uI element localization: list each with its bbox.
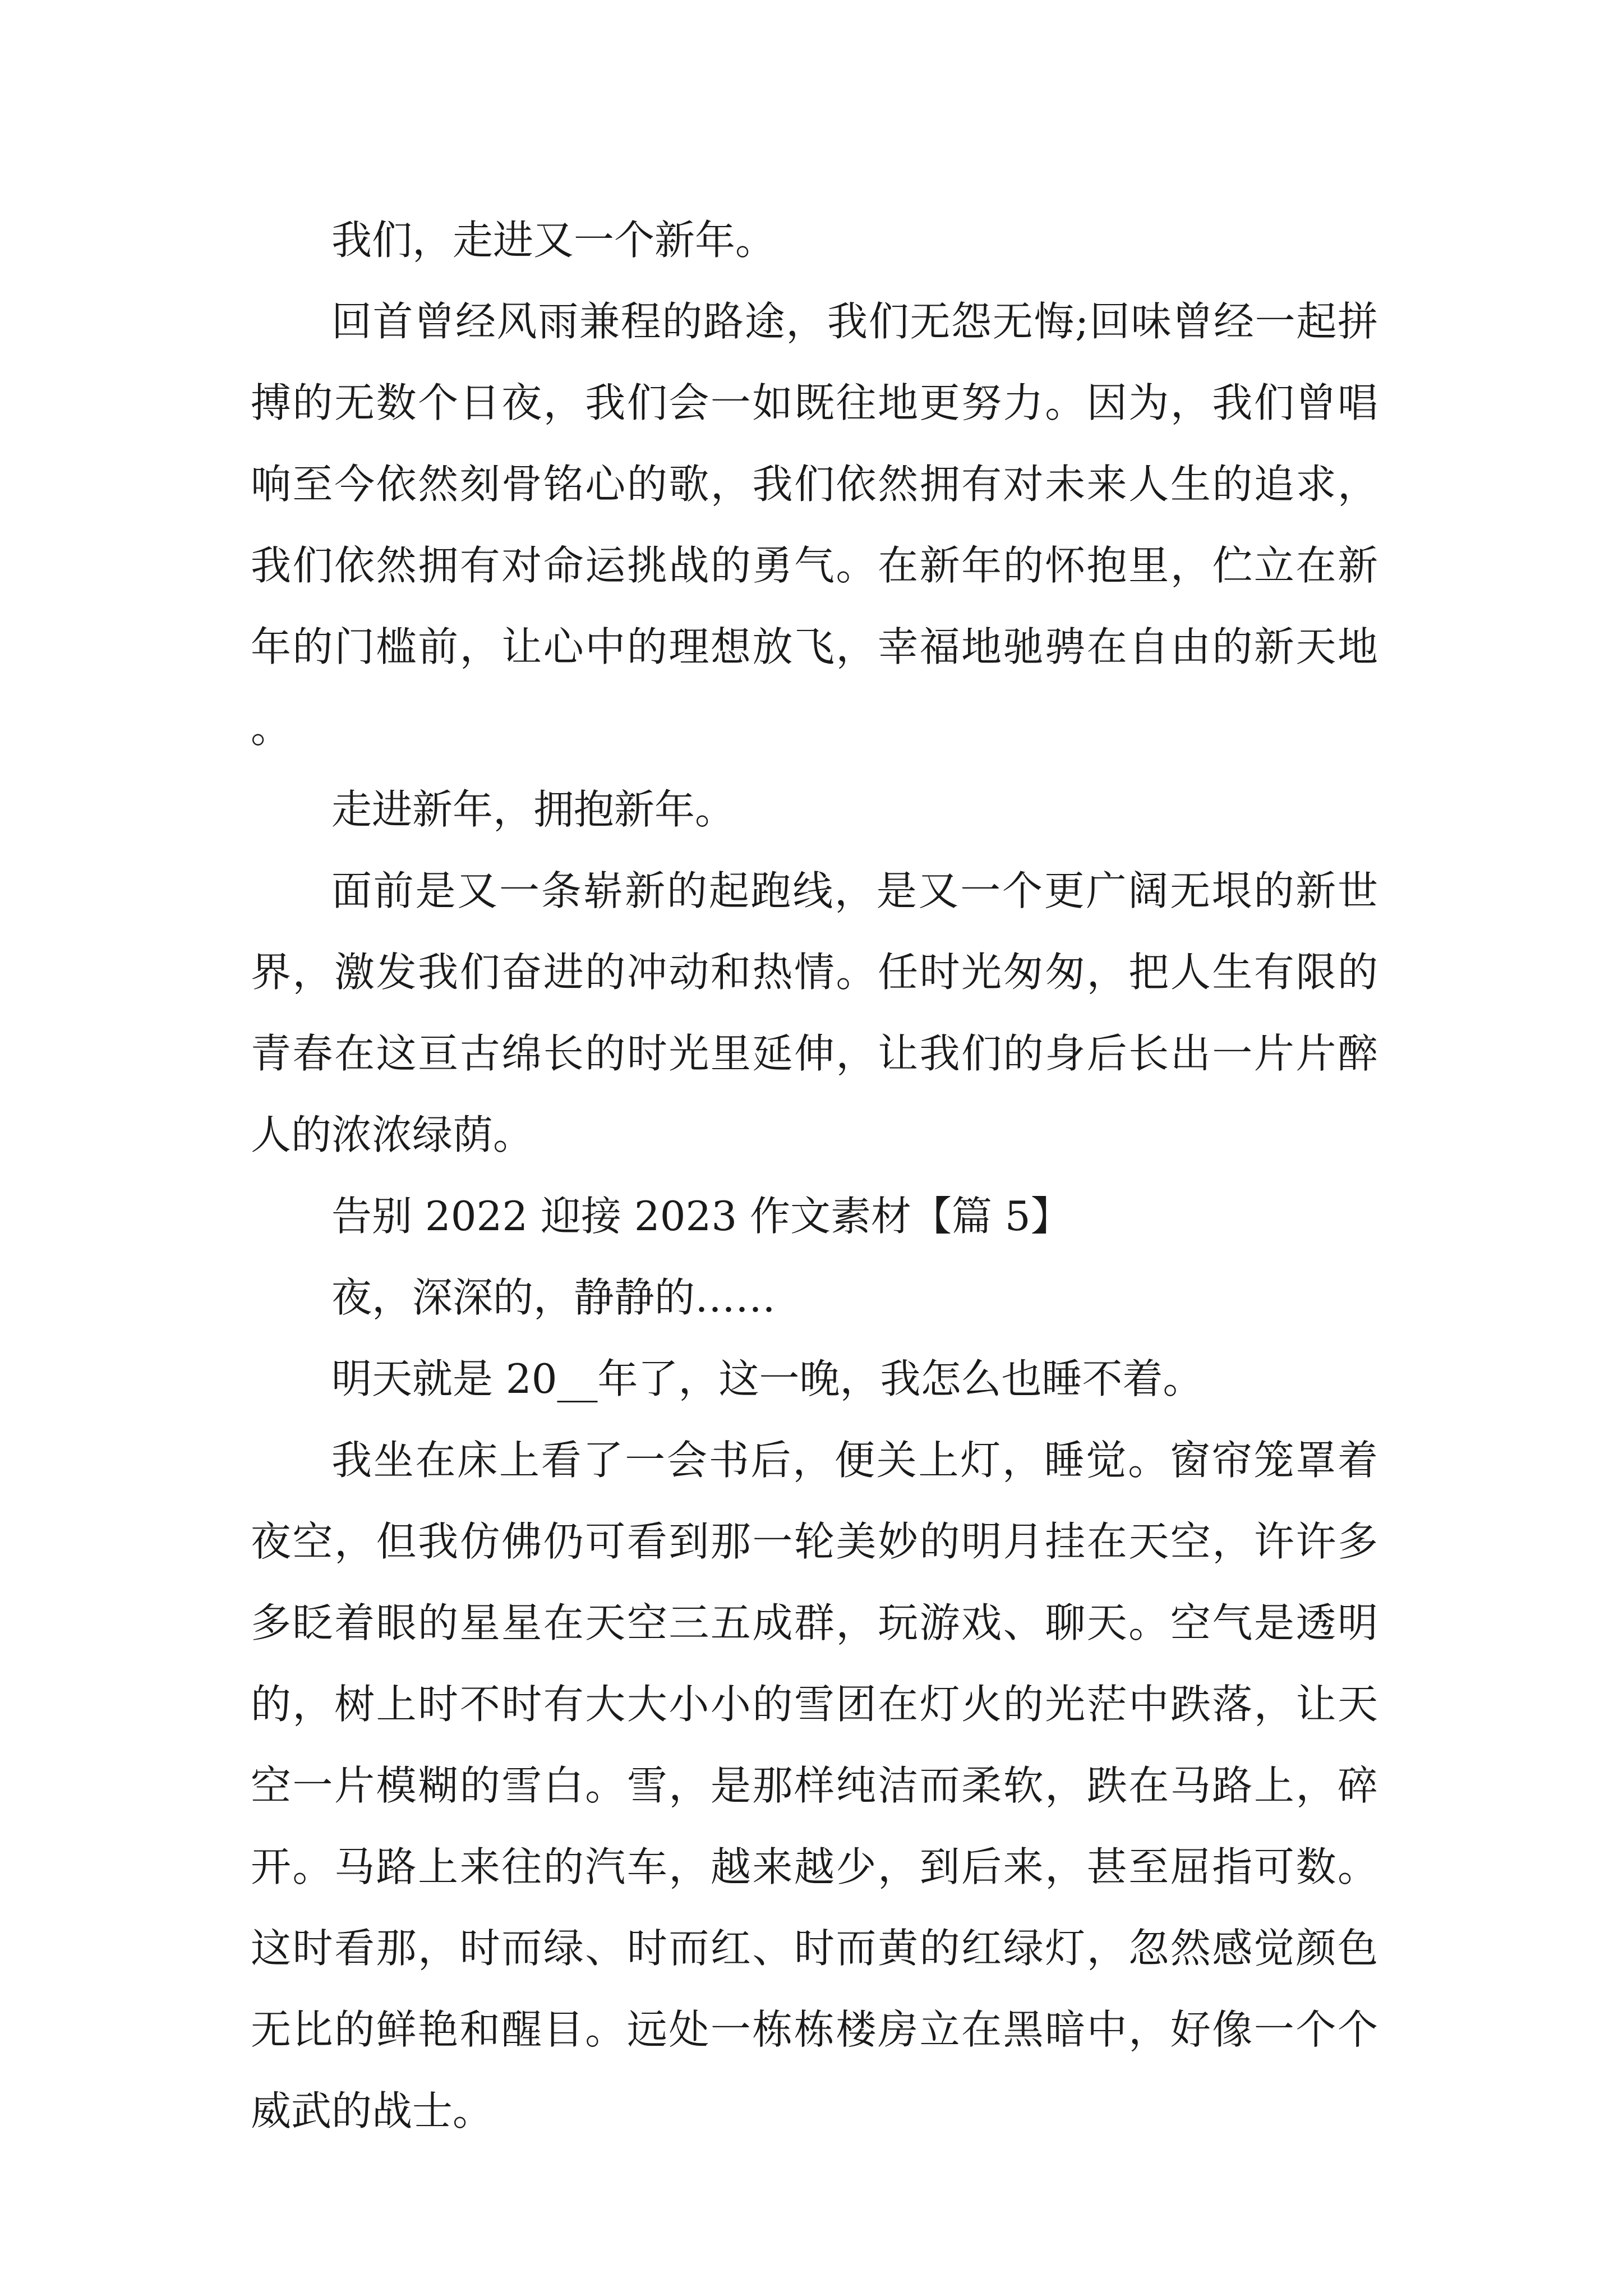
paragraph-cannot-sleep: 明天就是 20__年了，这一晚，我怎么也睡不着。: [331, 1355, 1204, 1402]
paragraph-intro: 我们，走进又一个新年。: [331, 217, 776, 264]
paragraph-embrace-new-year: 走进新年，拥抱新年。: [331, 786, 736, 833]
section-heading: 告别 2022 迎接 2023 作文素材【篇 5】: [331, 1193, 1071, 1240]
paragraph-looking-back: 回首曾经风雨兼程的路途，我们无怨无悔;回味曾经一起拼搏的无数个日夜，我们会一如既往地更努力。因为，我们曾唱响至今依然刻骨铭心的歌，我们依然拥有对未来人生的追求，我们依然拥有对命运挑战的勇气。在新年的怀抱里，伫立在新年的门槛前，让心中的理想放飞，幸福地驰骋在自由的新天地。: [251, 298, 1378, 752]
paragraph-night-scene: 我坐在床上看了一会书后，便关上灯，睡觉。窗帘笼罩着夜空，但我仿佛仍可看到那一轮美妙的明月挂在天空，许许多多眨着眼的星星在天空三五成群，玩游戏、聊天。空气是透明的，树上时不时有大大小小的雪团在灯火的光茫中跌落，让天空一片模糊的雪白。雪，是那样纯洁而柔软，跌在马路上，碎开。马路上来往的汽车，越来越少，到后来，甚至屈指可数。这时看那，时而绿、时而红、时而黄的红绿灯，忽然感觉颜色无比的鲜艳和醒目。远处一栋栋楼房立在黑暗中，好像一个个威武的战士。: [251, 1437, 1378, 2134]
paragraph-night: 夜，深深的，静静的……: [331, 1274, 776, 1321]
document-body: [251, 200, 1378, 2152]
paragraph-new-starting-line: 面前是又一条崭新的起跑线，是又一个更广阔无垠的新世界，激发我们奋进的冲动和热情。任时光匆匆，把人生有限的青春在这亘古绵长的时光里延伸，让我们的身后长出一片片醉人的浓浓绿荫。: [251, 867, 1378, 1158]
